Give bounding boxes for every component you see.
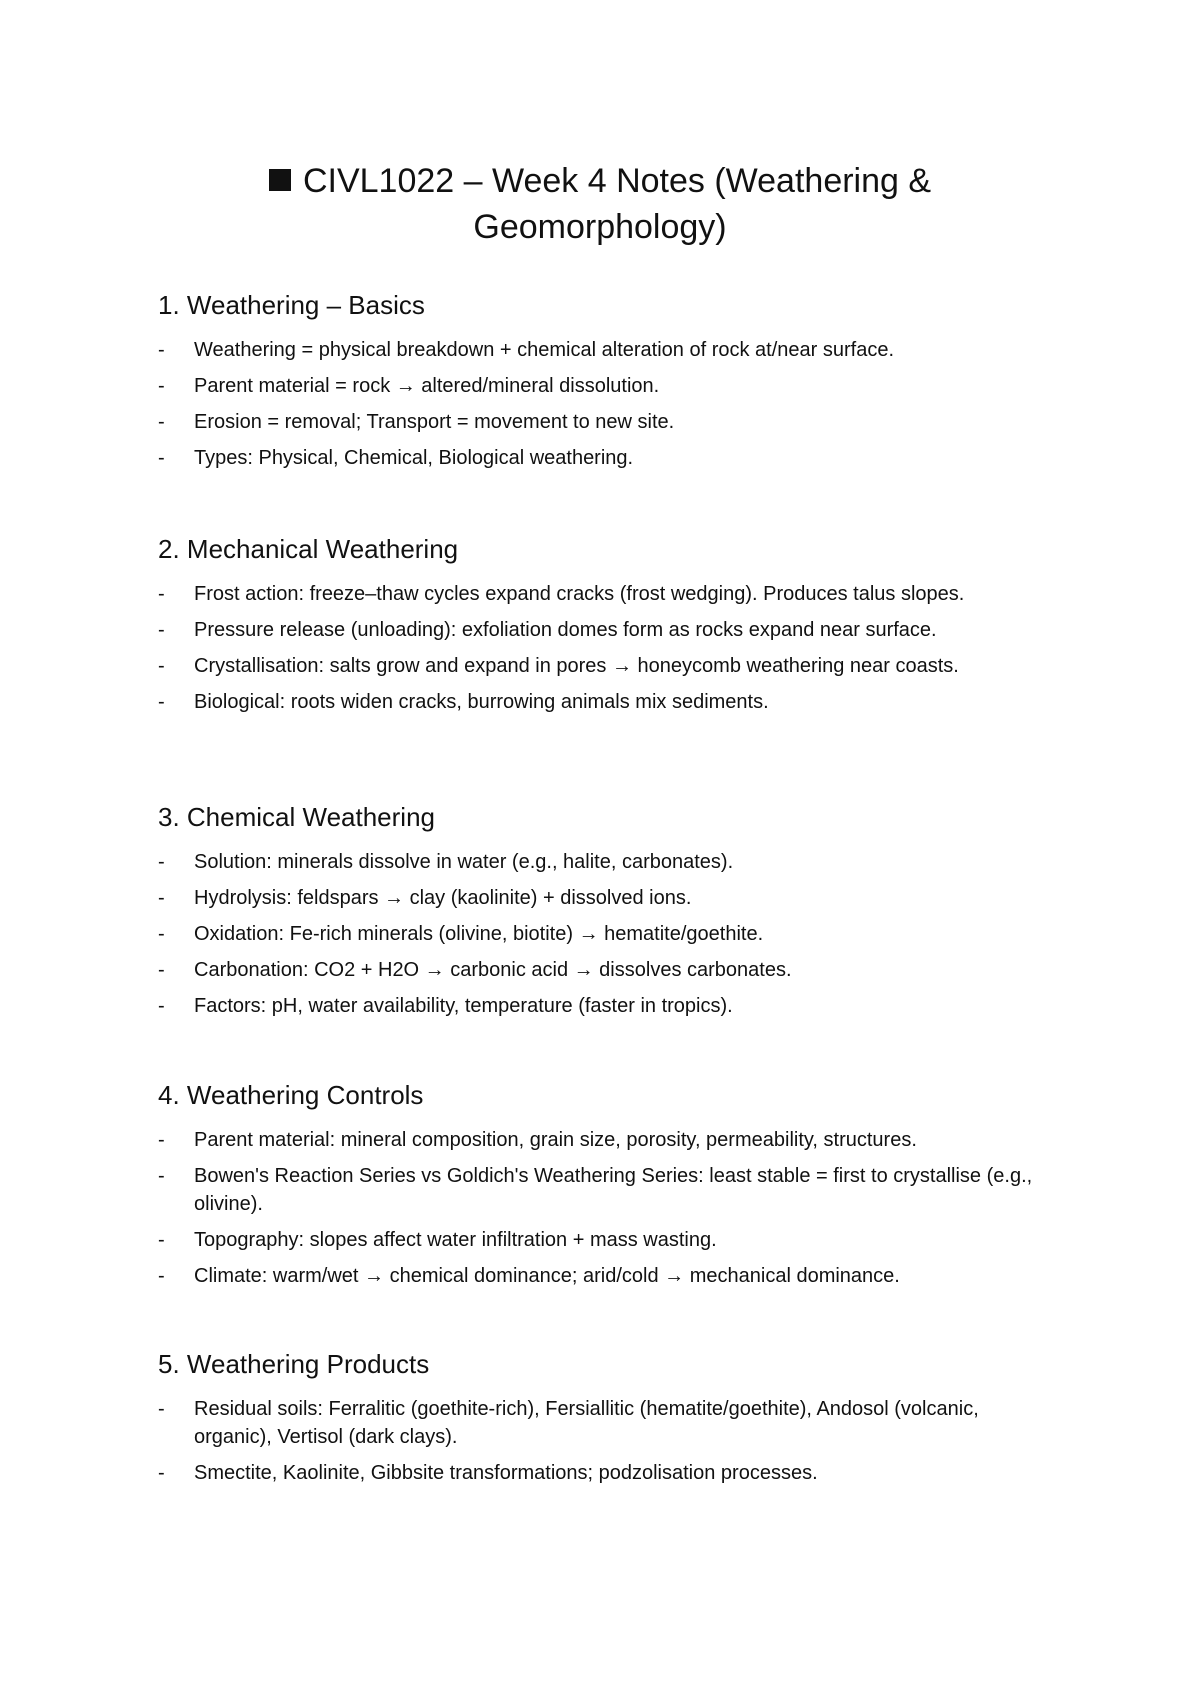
list-item: [158, 1162, 1058, 1218]
bullet-dash: -: [158, 655, 165, 677]
list-item: [158, 1395, 1058, 1451]
black-square-icon: [269, 169, 291, 191]
list-item-text: Frost action: freeze–thaw cycles expand cracks (frost wedging). Produces talus slopes.: [194, 583, 965, 605]
list-item-text: Pressure release (unloading): exfoliation domes form as rocks expand near surface.: [194, 619, 937, 641]
section-heading: 3. Chemical Weathering: [158, 802, 435, 832]
list-item-text: Bowen's Reaction Series vs Goldich's Weathering Series: least stable = first to crystallise (e.g., olivine).: [194, 1165, 1033, 1215]
list-item-text: Crystallisation: salts grow and expand in pores → honeycomb weathering near coasts.: [194, 655, 959, 677]
bullet-dash: -: [158, 1265, 165, 1287]
bullet-dash: -: [158, 1229, 165, 1251]
bullet-dash: -: [158, 851, 165, 873]
section-heading: 1. Weathering – Basics: [158, 290, 425, 320]
bullet-list: [158, 1395, 1058, 1487]
bullet-dash: -: [158, 1398, 165, 1420]
list-item-text: Solution: minerals dissolve in water (e.g., halite, carbonates).: [194, 851, 734, 873]
list-item: [158, 992, 1058, 1020]
list-item: [158, 1226, 1058, 1254]
bullet-dash: -: [158, 619, 165, 641]
list-item-text: Topography: slopes affect water infiltration + mass wasting.: [194, 1229, 717, 1251]
bullet-dash: -: [158, 1462, 165, 1484]
list-item-text: Factors: pH, water availability, temperature (faster in tropics).: [194, 995, 733, 1017]
bullet-dash: -: [158, 339, 165, 361]
bullet-dash: -: [158, 1165, 165, 1187]
list-item: [158, 1262, 1058, 1290]
bullet-list: [158, 580, 1058, 716]
list-item: [158, 920, 1058, 948]
list-item-text: Carbonation: CO2 + H2O → carbonic acid → dissolves carbonates.: [194, 959, 792, 981]
list-item: [158, 956, 1058, 984]
bullet-dash: -: [158, 447, 165, 469]
list-item-text: Smectite, Kaolinite, Gibbsite transformations; podzolisation processes.: [194, 1462, 818, 1484]
section-weathering-basics: [158, 288, 1058, 480]
list-item-text: Residual soils: Ferralitic (goethite-rich), Fersiallitic (hematite/goethite), Andosol (volcanic, organic), Vertisol (dark clays).: [194, 1398, 979, 1448]
list-item-text: Biological: roots widen cracks, burrowing animals mix sediments.: [194, 691, 769, 713]
list-item: [158, 848, 1058, 876]
list-item: [158, 444, 1058, 472]
list-item: [158, 336, 1058, 364]
list-item: [158, 616, 1058, 644]
list-item-text: Climate: warm/wet → chemical dominance; arid/cold → mechanical dominance.: [194, 1265, 900, 1287]
bullet-list: [158, 336, 1058, 472]
list-item-text: Weathering = physical breakdown + chemical alteration of rock at/near surface.: [194, 339, 894, 361]
bullet-dash: -: [158, 411, 165, 433]
list-item-text: Oxidation: Fe-rich minerals (olivine, biotite) → hematite/goethite.: [194, 923, 764, 945]
list-item-text: Parent material: mineral composition, grain size, porosity, permeability, structures.: [194, 1129, 917, 1151]
section-heading: 4. Weathering Controls: [158, 1080, 424, 1110]
list-item-text: Types: Physical, Chemical, Biological weathering.: [194, 447, 634, 469]
bullet-dash: -: [158, 691, 165, 713]
list-item-text: Hydrolysis: feldspars → clay (kaolinite) + dissolved ions.: [194, 887, 692, 909]
list-item: [158, 580, 1058, 608]
bullet-dash: -: [158, 583, 165, 605]
list-item: [158, 688, 1058, 716]
section-mechanical-weathering: [158, 532, 1058, 724]
bullet-dash: -: [158, 923, 165, 945]
page-title-text: CIVL1022 – Week 4 Notes (Weathering & Geomorphology): [302, 162, 932, 246]
list-item: [158, 1126, 1058, 1154]
list-item: [158, 372, 1058, 400]
section-chemical-weathering: [158, 800, 1058, 1028]
section-heading: 5. Weathering Products: [158, 1349, 430, 1379]
bullet-list: [158, 848, 1058, 1020]
section-weathering-products: [158, 1347, 1058, 1495]
list-item-text: Parent material = rock → altered/mineral dissolution.: [194, 375, 660, 397]
bullet-dash: -: [158, 995, 165, 1017]
list-item: [158, 1459, 1058, 1487]
list-item: [158, 884, 1058, 912]
section-weathering-controls: [158, 1078, 1058, 1298]
page-title: [150, 158, 1050, 250]
list-item: [158, 652, 1058, 680]
bullet-dash: -: [158, 375, 165, 397]
bullet-dash: -: [158, 887, 165, 909]
list-item: [158, 408, 1058, 436]
bullet-list: [158, 1126, 1058, 1290]
bullet-dash: -: [158, 959, 165, 981]
section-heading: 2. Mechanical Weathering: [158, 534, 459, 564]
bullet-dash: -: [158, 1129, 165, 1151]
list-item-text: Erosion = removal; Transport = movement to new site.: [194, 411, 675, 433]
